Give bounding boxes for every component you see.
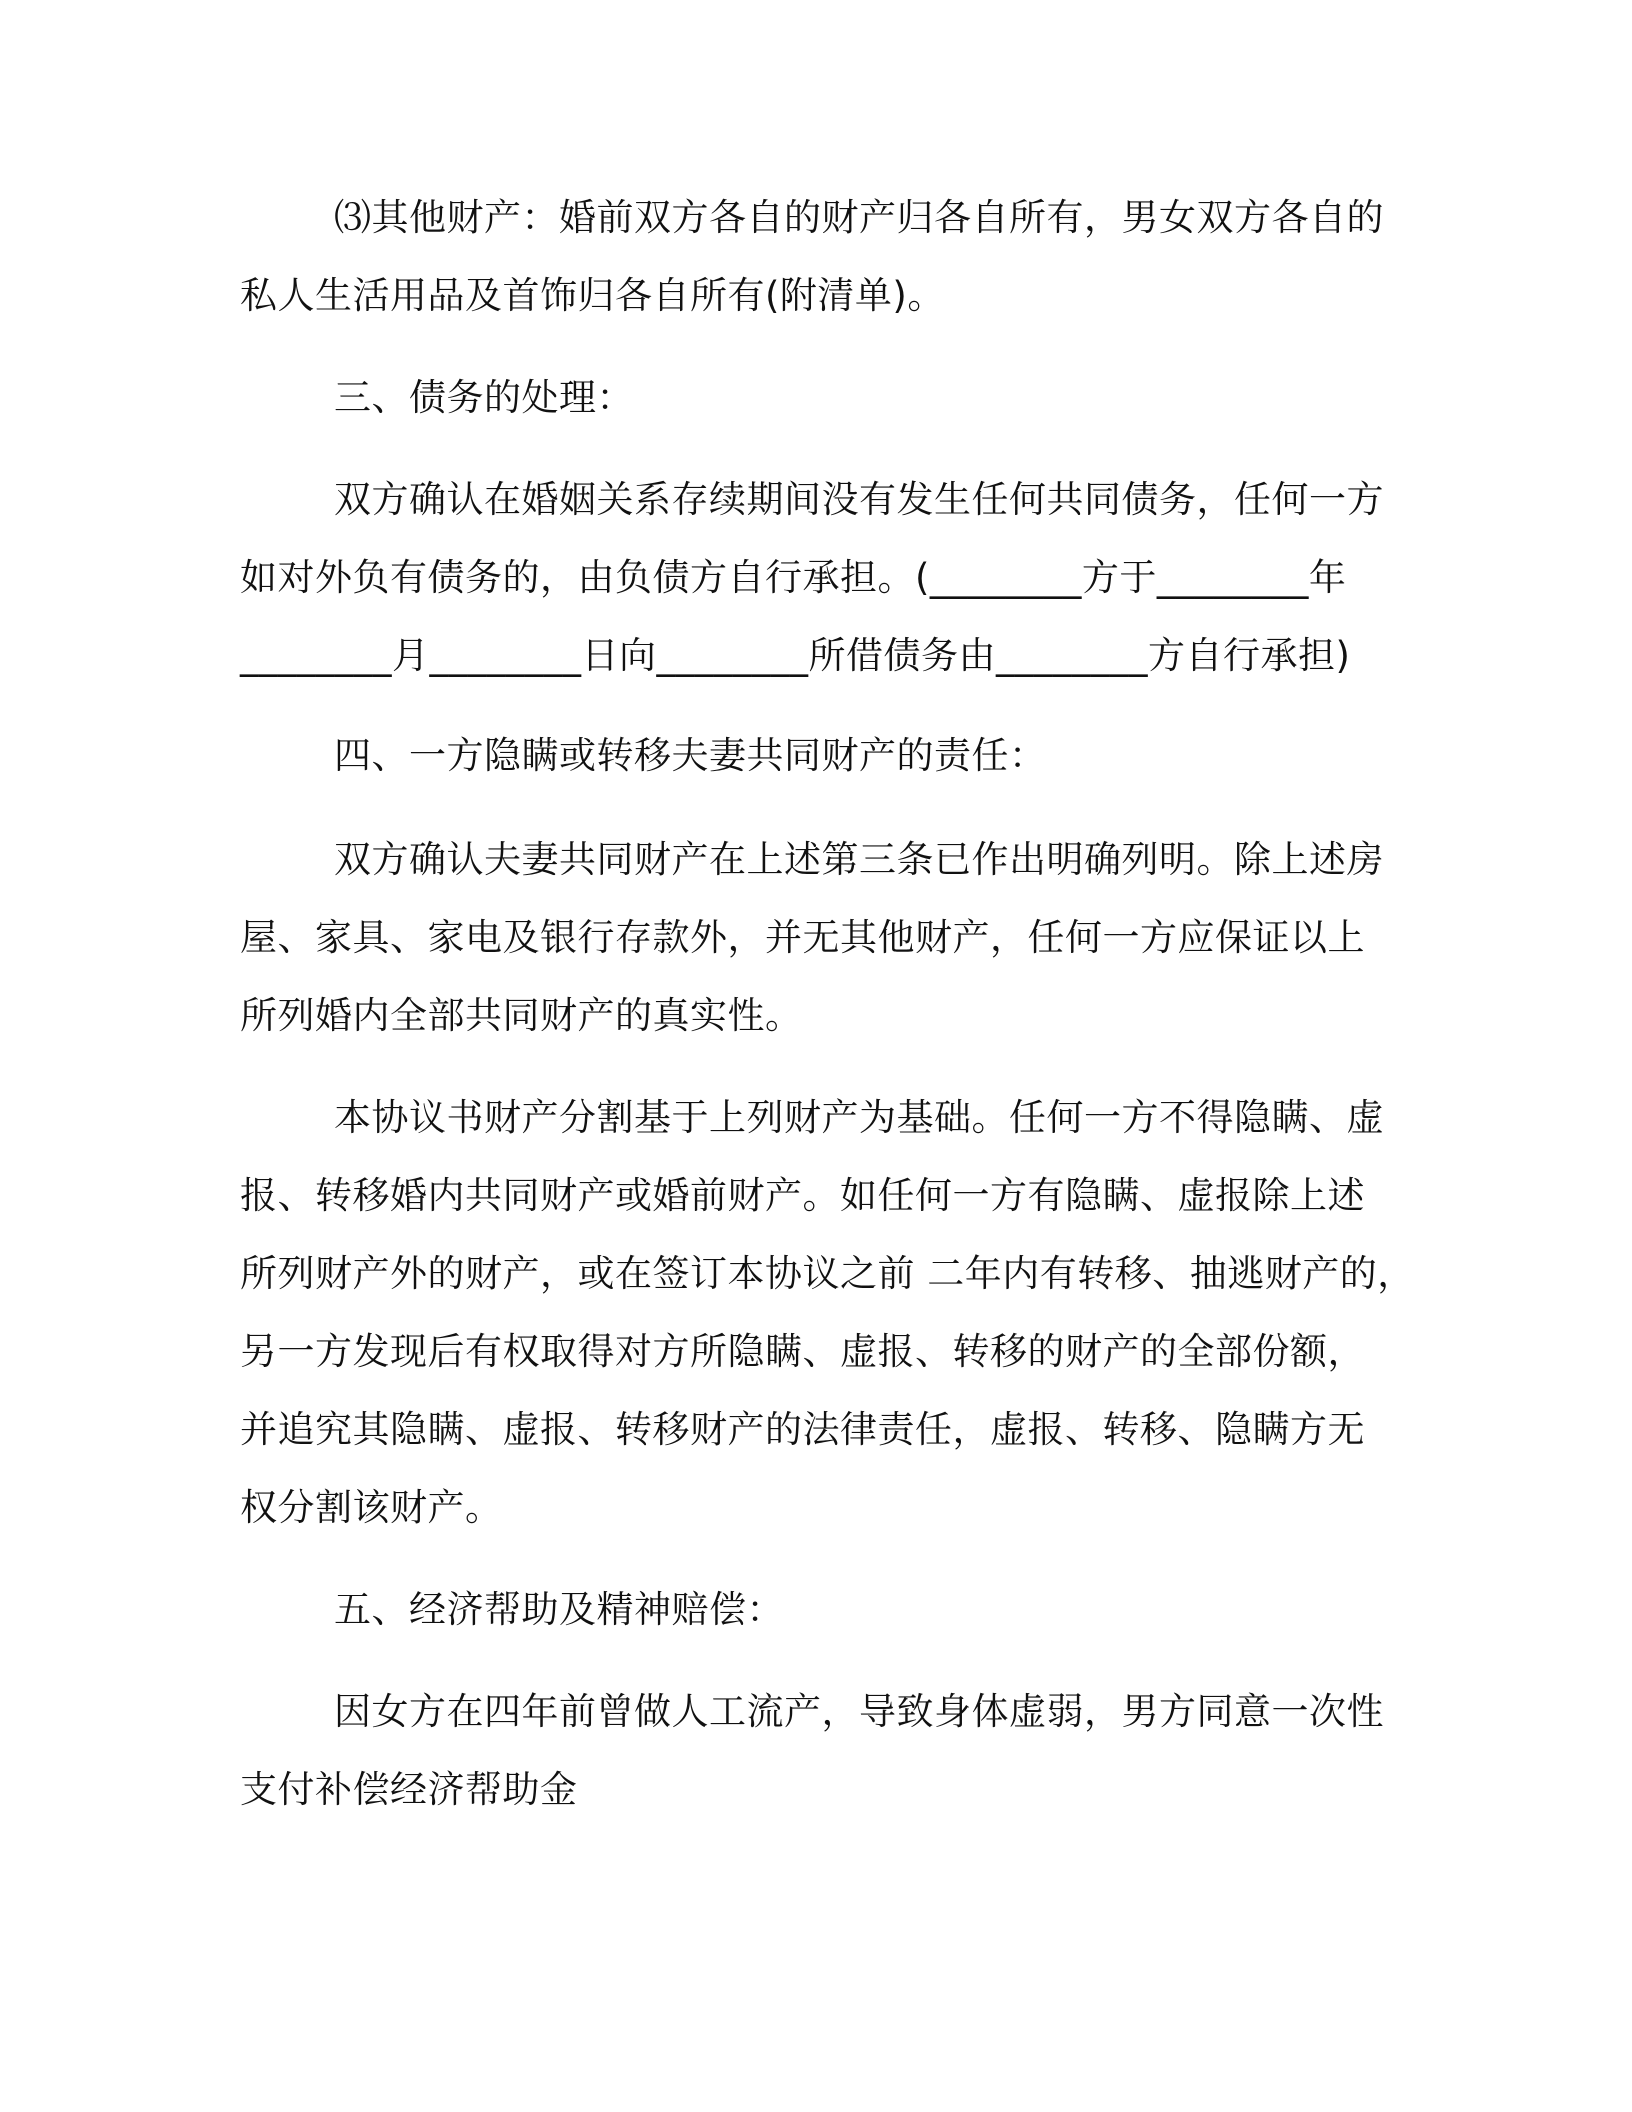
text-line: 本协议书财产分割基于上列财产为基础。任何一方不得隐瞒、虚 [334, 1096, 1384, 1139]
text-line: ________月________日向________所借债务由________方自行承担) [240, 634, 1351, 677]
text-line: ⑶其他财产：婚前双方各自的财产归各自所有，男女双方各自的 [334, 196, 1384, 239]
text-line: 权分割该财产。 [240, 1486, 503, 1529]
section-heading-concealment: 四、一方隐瞒或转移夫妻共同财产的责任： [334, 734, 1047, 777]
section-heading-compensation: 五、经济帮助及精神赔偿： [334, 1588, 784, 1631]
text-line: 因女方在四年前曾做人工流产，导致身体虚弱，男方同意一次性 [334, 1690, 1384, 1733]
text-line: 如对外负有债务的，由负债方自行承担。(________方于________年 [240, 556, 1347, 599]
text-line: 私人生活用品及首饰归各自所有(附清单)。 [240, 274, 945, 317]
text-line: 另一方发现后有权取得对方所隐瞒、虚报、转移的财产的全部份额， [240, 1330, 1365, 1373]
text-line: 并追究其隐瞒、虚报、转移财产的法律责任，虚报、转移、隐瞒方无 [240, 1408, 1365, 1451]
text-line: 双方确认夫妻共同财产在上述第三条已作出明确列明。除上述房 [334, 838, 1384, 881]
text-line: 双方确认在婚姻关系存续期间没有发生任何共同债务，任何一方 [334, 478, 1384, 521]
section-heading-debt: 三、债务的处理： [334, 376, 634, 419]
text-line: 所列婚内全部共同财产的真实性。 [240, 994, 803, 1037]
text-line: 屋、家具、家电及银行存款外，并无其他财产，任何一方应保证以上 [240, 916, 1365, 959]
text-line: 支付补偿经济帮助金 [240, 1768, 578, 1811]
text-line: 所列财产外的财产，或在签订本协议之前 二年内有转移、抽逃财产的， [240, 1252, 1415, 1295]
text-line: 报、转移婚内共同财产或婚前财产。如任何一方有隐瞒、虚报除上述 [240, 1174, 1365, 1217]
